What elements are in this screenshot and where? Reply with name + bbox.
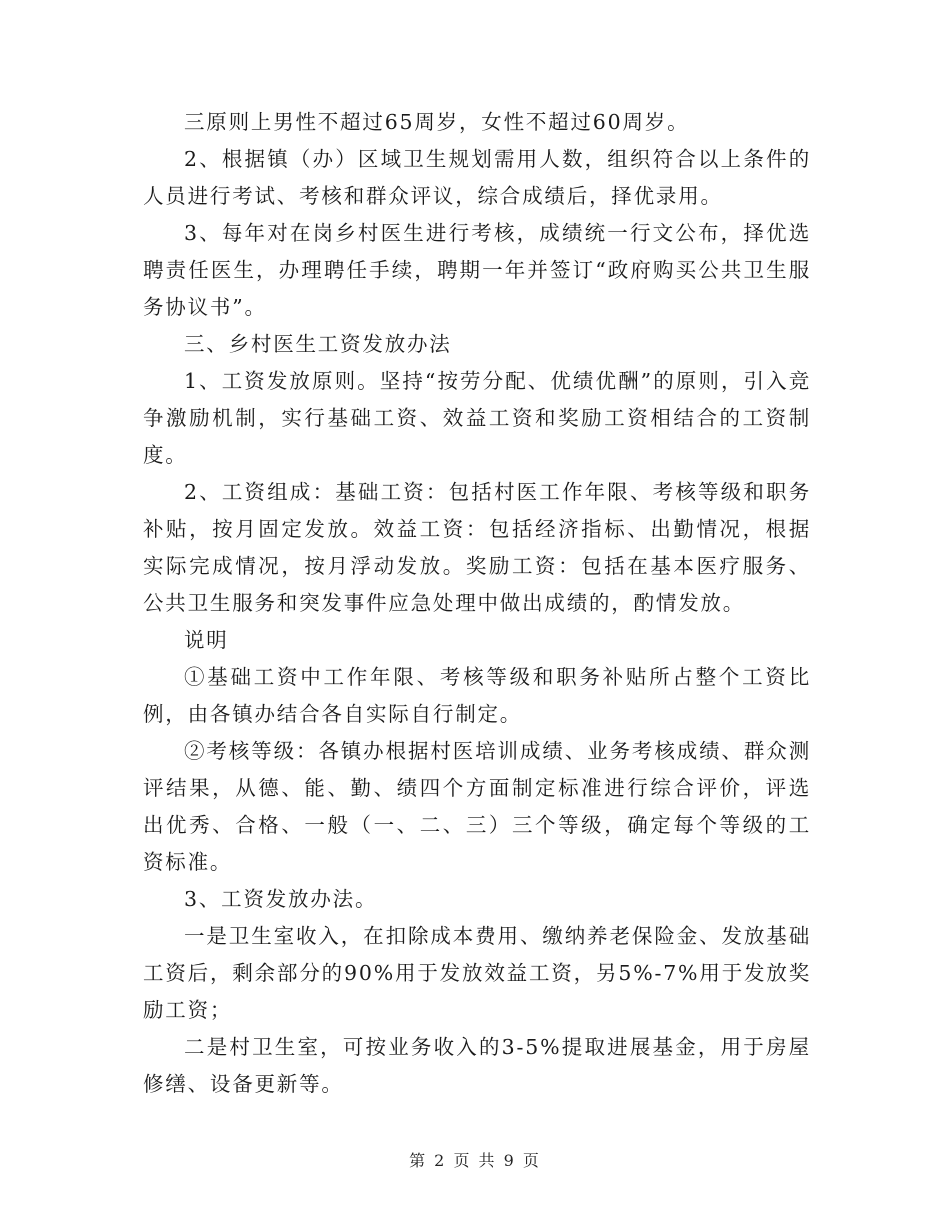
paragraph: 二是村卫生室，可按业务收入的3-5%提取进展基金，用于房屋修缮、设备更新等。 — [143, 1035, 811, 1096]
paragraph: ①基础工资中工作年限、考核等级和职务补贴所占整个工资比例，由各镇办结合各自实际自行制定。 — [143, 665, 811, 726]
section-heading: 三、乡村医生工资发放办法 — [184, 332, 452, 356]
paragraph: 3、每年对在岗乡村医生进行考核，成绩统一行文公布，择优选聘责任医生，办理聘任手续，聘期一年并签订“政府购买公共卫生服务协议书”。 — [143, 221, 811, 319]
document-body — [143, 104, 811, 1103]
paragraph: 1、工资发放原则。坚持“按劳分配、优绩优酬”的原则，引入竞争激励机制，实行基础工资、效益工资和奖励工资相结合的工资制度。 — [143, 369, 811, 467]
paragraph: ②考核等级：各镇办根据村医培训成绩、业务考核成绩、群众测评结果，从德、能、勤、绩四个方面制定标准进行综合评价，评选出优秀、合格、一般（一、二、三）三个等级，确定每个等级的工资标准。 — [143, 739, 811, 874]
paragraph: 3、工资发放办法。 — [184, 887, 378, 911]
note-heading: 说明 — [184, 628, 229, 652]
page-number-footer: 第 2 页 共 9 页 — [409, 1151, 541, 1170]
paragraph: 一是卫生室收入，在扣除成本费用、缴纳养老保险金、发放基础工资后，剩余部分的90%用于发放效益工资，另5%-7%用于发放奖励工资； — [143, 924, 811, 1022]
paragraph: 2、工资组成：基础工资：包括村医工作年限、考核等级和职务补贴，按月固定发放。效益工资：包括经济指标、出勤情况，根据实际完成情况，按月浮动发放。奖励工资：包括在基本医疗服务、公共卫生服务和突发事件应急处理中做出成绩的，酌情发放。 — [143, 480, 811, 615]
paragraph: 2、根据镇（办）区域卫生规划需用人数，组织符合以上条件的人员进行考试、考核和群众评议，综合成绩后，择优录用。 — [143, 147, 811, 208]
paragraph: 三原则上男性不超过65周岁，女性不超过60周岁。 — [184, 110, 690, 134]
